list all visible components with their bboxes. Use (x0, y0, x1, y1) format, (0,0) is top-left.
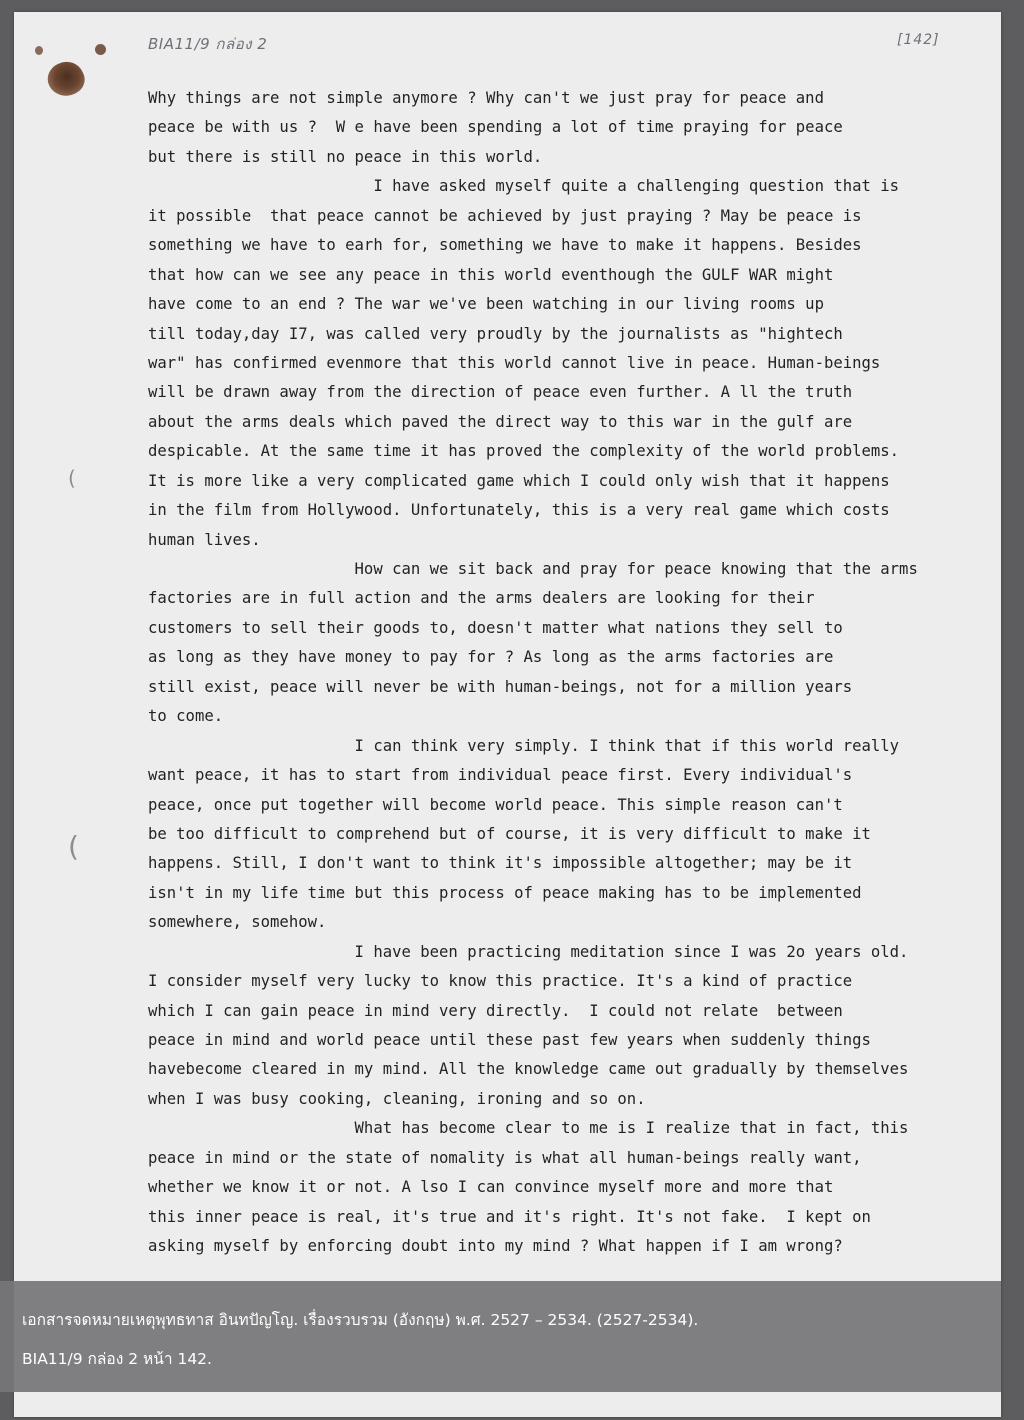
text-line: I have asked myself quite a challenging question that is (148, 177, 900, 196)
text-line: but there is still no peace in this world. (148, 147, 543, 166)
text-line: despicable. At the same time it has proved the complexity of the world problems. (148, 442, 900, 461)
text-line: about the arms deals which paved the direct way to this war in the gulf are (148, 412, 853, 431)
text-line: this inner peace is real, it's true and it's right. It's not fake. I kept on (148, 1207, 871, 1226)
text-line: which I can gain peace in mind very directly. I could not relate between (148, 1001, 843, 1020)
typewritten-text (148, 84, 978, 1262)
text-line: whether we know it or not. A lso I can convince myself more and more that (148, 1178, 834, 1197)
text-line: have come to an end ? The war we've been watching in our living rooms up (148, 295, 824, 314)
archive-caption-title: เอกสารจดหมายเหตุพุทธทาส อินทปัญโญ. เรื่องรวบรวม (อังกฤษ) พ.ศ. 2527 – 2534. (2527-2534). (22, 1311, 699, 1329)
text-line: factories are in full action and the arms dealers are looking for their (148, 589, 815, 608)
text-line: as long as they have money to pay for ? As long as the arms factories are (148, 648, 834, 667)
text-line: isn't in my life time but this process of peace making has to be implemented (148, 883, 862, 902)
archive-caption-reference: BIA11/9 กล่อง 2 หน้า 142. (22, 1350, 212, 1368)
text-line: asking myself by enforcing doubt into my mind ? What happen if I am wrong? (148, 1237, 843, 1256)
punch-hole-mark: ( (68, 466, 76, 490)
text-line: peace, once put together will become world peace. This simple reason can't (148, 795, 843, 814)
text-line: happens. Still, I don't want to think it's impossible altogether; may be it (148, 854, 853, 873)
text-line: human lives. (148, 530, 261, 549)
text-line: peace in mind or the state of nomality is what all human-beings really want, (148, 1148, 862, 1167)
text-line: How can we sit back and pray for peace knowing that the arms (148, 560, 918, 578)
punch-hole-mark: ( (68, 830, 79, 863)
text-line: want peace, it has to start from individual peace first. Every individual's (148, 766, 853, 785)
text-line: till today,day I7, was called very proudly by the journalists as "hightech (148, 324, 843, 343)
text-line: somewhere, somehow. (148, 913, 327, 932)
text-line: peace be with us ? W e have been spending a lot of time praying for peace (148, 118, 843, 137)
text-line: I consider myself very lucky to know this practice. It's a kind of practice (148, 972, 853, 991)
text-line: It is more like a very complicated game which I could only wish that it happens (148, 471, 890, 490)
ink-spot (95, 44, 106, 55)
ink-spot (35, 46, 43, 55)
text-line: I have been practicing meditation since I was 2o years old. (148, 942, 909, 961)
handwritten-box-note: BIA11/9 กล่อง 2 (148, 35, 268, 53)
text-line: to come. (148, 707, 224, 726)
text-line: What has become clear to me is I realize that in fact, this (148, 1119, 909, 1138)
text-line: something we have to earh for, something we have to make it happens. Besides (148, 236, 862, 255)
text-line: in the film from Hollywood. Unfortunately, this is a very real game which costs (148, 501, 890, 520)
text-line: I can think very simply. I think that if this world really (148, 736, 900, 755)
handwritten-page-number: [142] (897, 32, 940, 48)
text-line: will be drawn away from the direction of peace even further. A ll the truth (148, 383, 853, 402)
text-line: still exist, peace will never be with human-beings, not for a million years (148, 677, 853, 696)
text-line: customers to sell their goods to, doesn't matter what nations they sell to (148, 618, 843, 637)
text-line: it possible that peace cannot be achieved by just praying ? May be peace is (148, 206, 862, 225)
text-line: havebecome cleared in my mind. All the knowledge came out gradually by themselves (148, 1060, 909, 1079)
text-line: be too difficult to comprehend but of course, it is very difficult to make it (148, 824, 871, 843)
archive-caption-bar (0, 1281, 1001, 1392)
text-line: when I was busy cooking, cleaning, ironing and so on. (148, 1089, 646, 1108)
text-line: that how can we see any peace in this world eventhough the GULF WAR might (148, 265, 834, 284)
text-line: Why things are not simple anymore ? Why can't we just pray for peace and (148, 89, 824, 107)
text-line: peace in mind and world peace until these past few years when suddenly things (148, 1031, 871, 1049)
text-line: war" has confirmed evenmore that this world cannot live in peace. Human-beings (148, 353, 881, 372)
